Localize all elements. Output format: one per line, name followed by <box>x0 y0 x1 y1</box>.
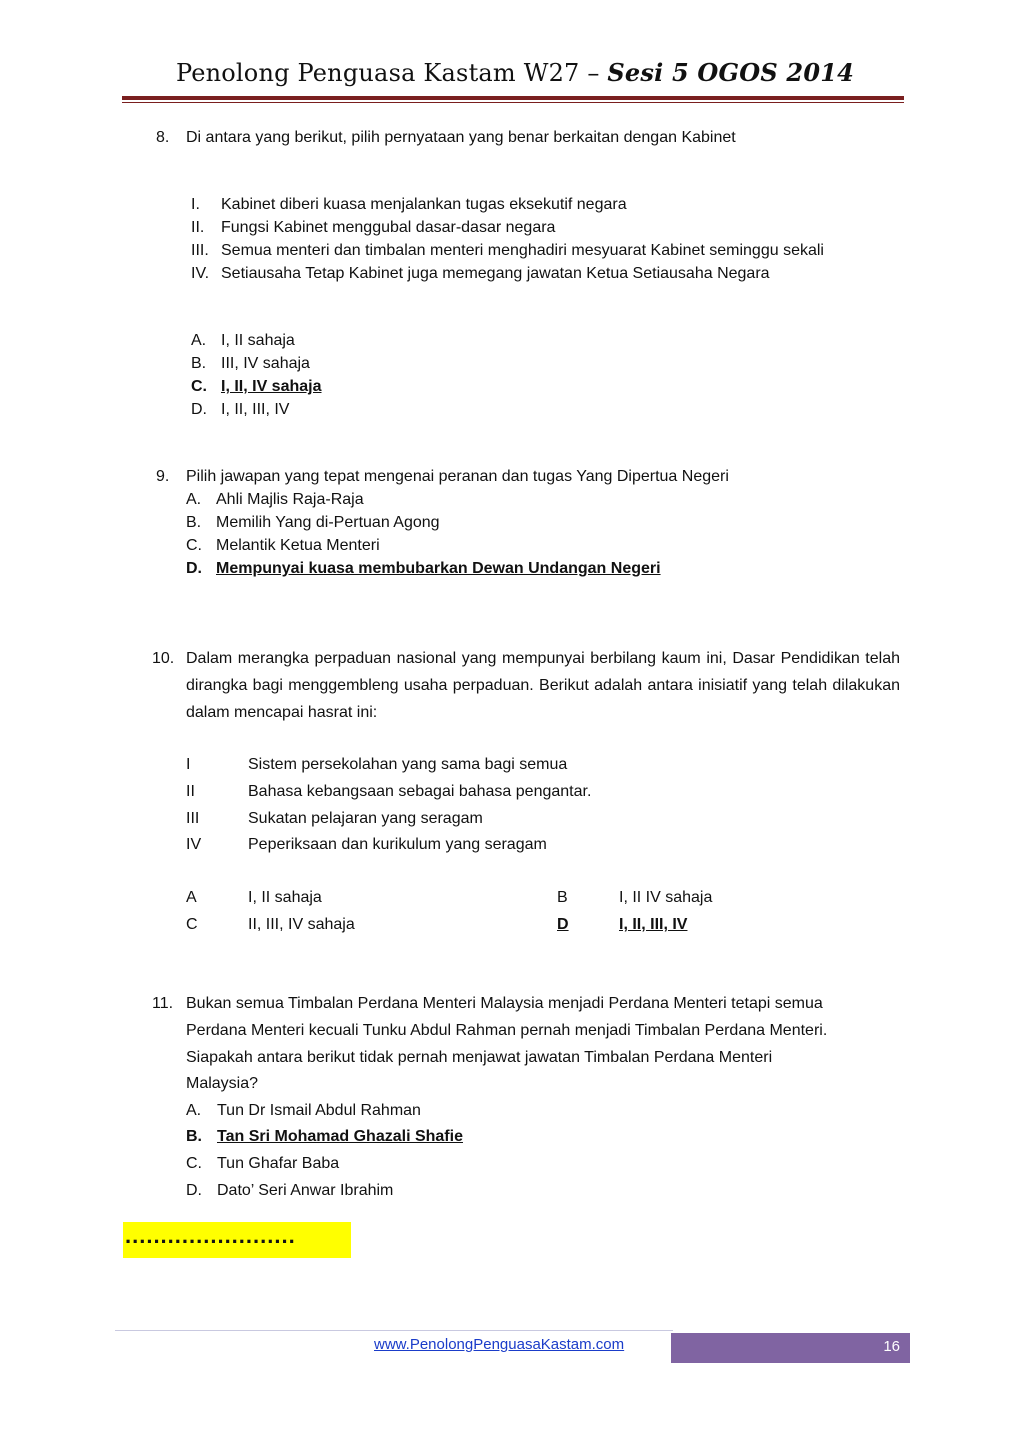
statement-number: IV. <box>191 265 210 282</box>
question-number: 8. <box>156 129 170 146</box>
option-letter: B. <box>186 514 202 531</box>
option-text: I, II sahaja <box>248 889 322 906</box>
option-letter: D. <box>191 401 207 418</box>
header-rule-thick <box>122 96 904 100</box>
option-text: Melantik Ketua Menteri <box>216 537 380 554</box>
statement-number: I. <box>191 196 200 213</box>
option-text: Tun Ghafar Baba <box>217 1155 340 1172</box>
question-line: Bukan semua Timbalan Perdana Menteri Malaysia menjadi Perdana Menteri tetapi semua <box>186 995 823 1012</box>
dots-separator: ........................ <box>125 1223 296 1248</box>
option-letter: A. <box>186 1102 202 1119</box>
option-letter: B. <box>191 355 207 372</box>
option-letter: A. <box>191 332 207 349</box>
option-letter: A. <box>186 491 202 508</box>
option-text: I, II IV sahaja <box>619 889 713 906</box>
statement-text: Setiausaha Tetap Kabinet juga memegang jawatan Ketua Setiausaha Negara <box>221 265 770 282</box>
option-letter: C. <box>186 1155 202 1172</box>
header-title <box>176 59 854 87</box>
option-text-answer: Mempunyai kuasa membubarkan Dewan Undangan Negeri <box>216 560 661 577</box>
statement-number: IV <box>186 836 202 853</box>
option-text: Memilih Yang di-Pertuan Agong <box>216 514 440 531</box>
question-line: Perdana Menteri kecuali Tunku Abdul Rahman pernah menjadi Timbalan Perdana Menteri. <box>186 1022 828 1039</box>
option-text: I, II, III, IV <box>221 401 290 418</box>
option-letter: A <box>186 889 197 906</box>
statement-number: III <box>186 810 200 827</box>
header-subtitle: Sesi 5 OGOS 2014 <box>607 58 855 87</box>
option-text: I, II sahaja <box>221 332 295 349</box>
question-text: Dalam merangka perpaduan nasional yang mempunyai berbilang kaum ini, Dasar Pendidikan telah dirangka bagi menggembleng usaha perpaduan. Berikut adalah antara inisiatif yang telah dilakukan dalam mencapai hasrat ini: <box>186 650 900 721</box>
statement-text: Sistem persekolahan yang sama bagi semua <box>248 756 568 773</box>
option-letter: B <box>557 889 568 906</box>
header-rule-thin <box>122 102 904 103</box>
option-text: II, III, IV sahaja <box>248 916 355 933</box>
option-text-answer: I, II, IV sahaja <box>221 378 322 395</box>
statement-number: I <box>186 756 191 773</box>
option-text: III, IV sahaja <box>221 355 310 372</box>
statement-text: Kabinet diberi kuasa menjalankan tugas eksekutif negara <box>221 196 627 213</box>
question-number: 11. <box>152 995 174 1012</box>
option-letter-answer: D <box>557 916 569 933</box>
question-text: Di antara yang berikut, pilih pernyataan yang benar berkaitan dengan Kabinet <box>186 129 736 146</box>
option-text: Tun Dr Ismail Abdul Rahman <box>217 1102 421 1119</box>
statement-text: Fungsi Kabinet menggubal dasar-dasar negara <box>221 219 556 236</box>
question-number: 10. <box>152 650 175 667</box>
option-letter-answer: D. <box>186 560 202 577</box>
header-title-main: Penolong Penguasa Kastam W27 – <box>175 59 608 87</box>
option-text-answer: I, II, III, IV <box>619 916 688 933</box>
statement-number: III. <box>191 242 209 259</box>
footer-website-link[interactable]: www.PenolongPenguasaKastam.com <box>374 1336 625 1353</box>
option-text-answer: Tan Sri Mohamad Ghazali Shafie <box>217 1128 463 1145</box>
option-letter: C <box>186 916 198 933</box>
statement-text: Bahasa kebangsaan sebagai bahasa pengantar. <box>248 783 592 800</box>
question-line: Siapakah antara berikut tidak pernah menjawat jawatan Timbalan Perdana Menteri <box>186 1049 773 1066</box>
page-number-box <box>671 1333 910 1363</box>
statement-text: Sukatan pelajaran yang seragam <box>248 810 483 827</box>
statement-text: Semua menteri dan timbalan menteri menghadiri mesyuarat Kabinet seminggu sekali <box>221 242 824 259</box>
statement-text: Peperiksaan dan kurikulum yang seragam <box>248 836 547 853</box>
page-number: 16 <box>883 1338 900 1355</box>
statement-number: II <box>186 783 195 800</box>
question-number: 9. <box>156 468 170 485</box>
statement-number: II. <box>191 219 205 236</box>
option-letter: C. <box>186 537 202 554</box>
option-text: Dato’ Seri Anwar Ibrahim <box>217 1182 394 1199</box>
option-text: Ahli Majlis Raja-Raja <box>216 491 364 508</box>
question-text: Pilih jawapan yang tepat mengenai peranan dan tugas Yang Dipertua Negeri <box>186 468 729 485</box>
option-letter-answer: C. <box>191 378 207 395</box>
question-line: Malaysia? <box>186 1075 259 1092</box>
option-letter: D. <box>186 1182 202 1199</box>
option-letter-answer: B. <box>186 1128 202 1145</box>
page-header <box>120 58 910 87</box>
footer-rule <box>115 1330 673 1331</box>
